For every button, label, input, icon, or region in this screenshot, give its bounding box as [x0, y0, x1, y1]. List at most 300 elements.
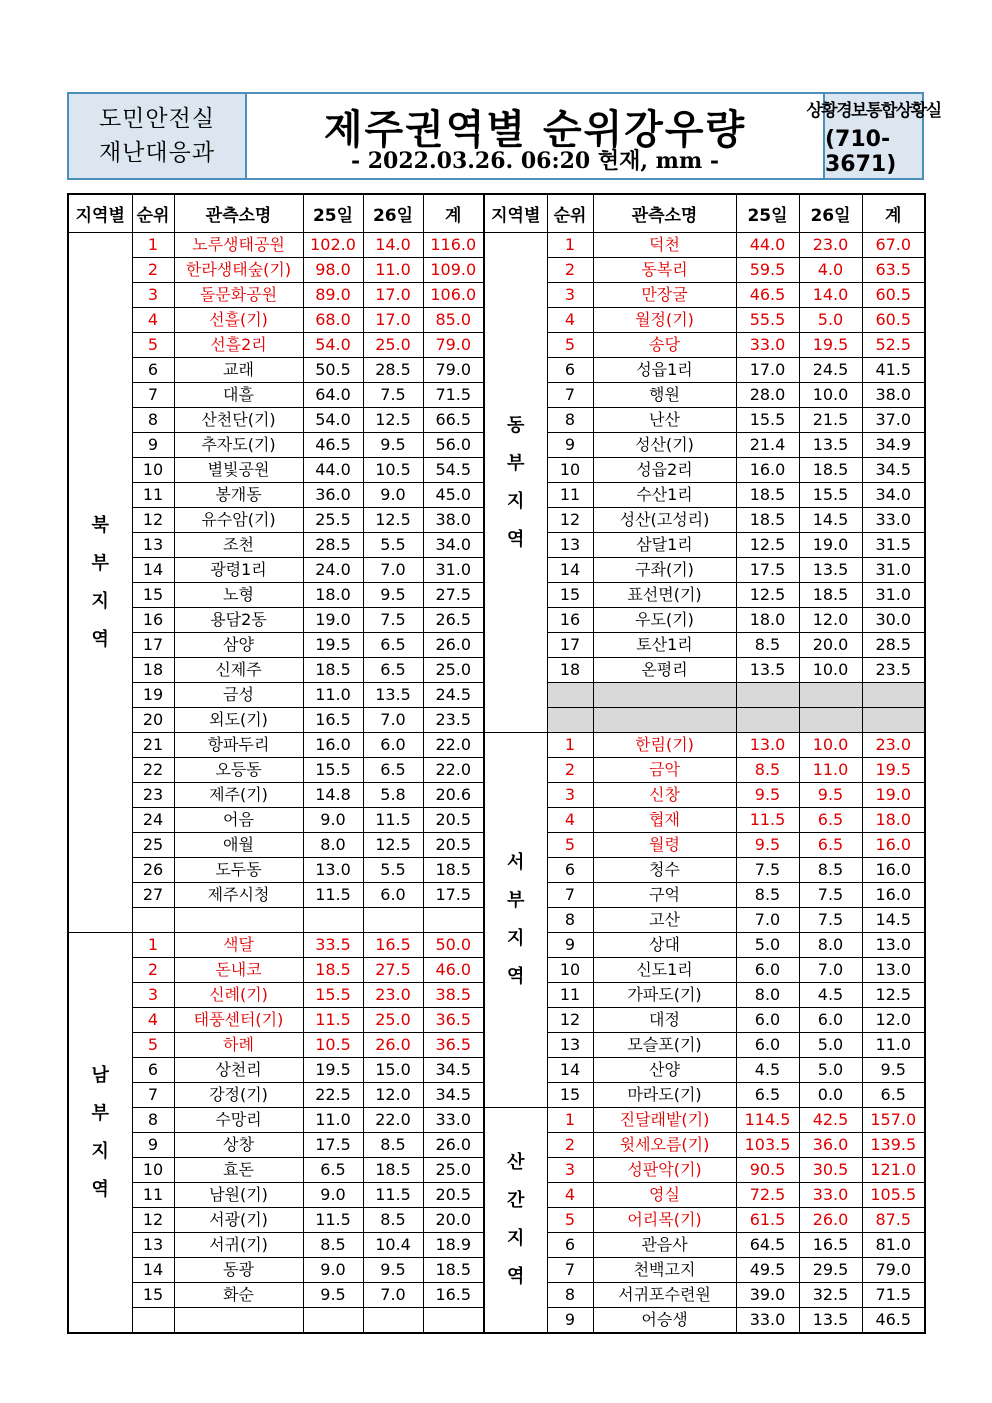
rank-cell: 12 [132, 1208, 174, 1233]
station-cell: 강정(기) [174, 1083, 303, 1108]
total-cell: 31.0 [862, 558, 925, 583]
day26-cell: 13.5 [363, 683, 423, 708]
rank-cell [132, 908, 174, 933]
day25-cell: 33.0 [736, 333, 799, 358]
rank-cell: 14 [547, 558, 593, 583]
report-timestamp: - 2022.03.26. 06:20 현재, mm - [350, 148, 720, 174]
station-cell: 성읍2리 [593, 458, 736, 483]
day25-cell: 8.5 [736, 633, 799, 658]
rank-cell: 5 [547, 833, 593, 858]
day25-cell: 22.5 [303, 1083, 363, 1108]
table-row [484, 658, 925, 683]
day25-cell: 25.5 [303, 508, 363, 533]
day26-cell: 12.5 [363, 833, 423, 858]
rank-cell: 3 [132, 283, 174, 308]
table-row [484, 258, 925, 283]
total-cell: 23.5 [423, 708, 484, 733]
rank-cell: 9 [547, 1308, 593, 1334]
day26-cell: 22.0 [363, 1108, 423, 1133]
station-cell: 상대 [593, 933, 736, 958]
total-cell: 60.5 [862, 308, 925, 333]
col-rank: 순위 [547, 194, 593, 233]
region-label: 북 부 지 역 [68, 233, 132, 933]
day25-cell: 33.0 [736, 1308, 799, 1334]
day25-cell: 7.5 [736, 858, 799, 883]
station-cell: 산천단(기) [174, 408, 303, 433]
station-cell: 신도1리 [593, 958, 736, 983]
station-cell: 대흘 [174, 383, 303, 408]
table-row [484, 883, 925, 908]
col-day26: 26일 [799, 194, 862, 233]
total-cell: 81.0 [862, 1233, 925, 1258]
total-cell: 52.5 [862, 333, 925, 358]
day25-cell: 18.5 [736, 483, 799, 508]
table-row [484, 808, 925, 833]
day26-cell: 13.5 [799, 433, 862, 458]
day25-cell: 44.0 [303, 458, 363, 483]
station-cell: 추자도(기) [174, 433, 303, 458]
total-cell: 27.5 [423, 583, 484, 608]
table-body-right [484, 233, 925, 1334]
day26-cell: 9.5 [363, 583, 423, 608]
table-row [484, 533, 925, 558]
station-cell: 구억 [593, 883, 736, 908]
station-cell: 항파두리 [174, 733, 303, 758]
total-cell: 18.9 [423, 1233, 484, 1258]
table-row [484, 1008, 925, 1033]
rank-cell: 7 [547, 1258, 593, 1283]
total-cell: 16.5 [423, 1283, 484, 1308]
table-row [484, 483, 925, 508]
day26-cell: 15.5 [799, 483, 862, 508]
day26-cell: 7.5 [799, 908, 862, 933]
day25-cell: 14.8 [303, 783, 363, 808]
day26-cell: 12.0 [799, 608, 862, 633]
day26-cell: 11.5 [363, 808, 423, 833]
day26-cell: 25.0 [363, 333, 423, 358]
station-cell [593, 683, 736, 708]
day26-cell: 4.5 [799, 983, 862, 1008]
col-station: 관측소명 [174, 194, 303, 233]
total-cell: 23.0 [862, 733, 925, 758]
rank-cell: 7 [547, 383, 593, 408]
total-cell: 16.0 [862, 833, 925, 858]
day26-cell: 21.5 [799, 408, 862, 433]
table-row [484, 933, 925, 958]
center-phone: (710-3671) [825, 126, 897, 177]
day25-cell: 9.5 [736, 783, 799, 808]
region-label: 산 간 지 역 [484, 1108, 547, 1334]
total-cell: 79.0 [423, 358, 484, 383]
day25-cell: 9.0 [303, 808, 363, 833]
station-cell: 동광 [174, 1258, 303, 1283]
day25-cell: 13.5 [736, 658, 799, 683]
rank-cell: 23 [132, 783, 174, 808]
day25-cell: 36.0 [303, 483, 363, 508]
day25-cell: 16.0 [736, 458, 799, 483]
day26-cell: 7.5 [363, 383, 423, 408]
day26-cell: 6.0 [363, 883, 423, 908]
table-row [484, 758, 925, 783]
station-cell: 애월 [174, 833, 303, 858]
total-cell: 18.0 [862, 808, 925, 833]
total-cell: 38.0 [862, 383, 925, 408]
day26-cell: 5.5 [363, 858, 423, 883]
table-row [484, 233, 925, 258]
day25-cell: 6.0 [736, 1008, 799, 1033]
rank-cell: 19 [132, 683, 174, 708]
total-cell: 46.0 [423, 958, 484, 983]
rank-cell: 7 [132, 383, 174, 408]
day26-cell: 18.5 [799, 458, 862, 483]
rank-cell: 13 [547, 533, 593, 558]
day25-cell: 6.0 [736, 958, 799, 983]
rank-cell: 14 [132, 558, 174, 583]
total-cell [423, 1308, 484, 1334]
total-cell: 36.5 [423, 1008, 484, 1033]
table-row [484, 833, 925, 858]
day26-cell: 13.5 [799, 1308, 862, 1334]
day25-cell: 7.0 [736, 908, 799, 933]
rank-cell: 17 [547, 633, 593, 658]
station-cell: 성산(기) [593, 433, 736, 458]
total-cell: 16.0 [862, 858, 925, 883]
rank-cell: 8 [132, 408, 174, 433]
rank-cell: 25 [132, 833, 174, 858]
rank-cell: 10 [132, 458, 174, 483]
rank-cell: 22 [132, 758, 174, 783]
total-cell: 85.0 [423, 308, 484, 333]
day26-cell: 6.0 [363, 733, 423, 758]
table-row [484, 958, 925, 983]
total-cell: 50.0 [423, 933, 484, 958]
total-cell: 25.0 [423, 1158, 484, 1183]
day26-cell: 23.0 [799, 233, 862, 258]
station-cell: 서귀(기) [174, 1233, 303, 1258]
total-cell: 34.0 [423, 533, 484, 558]
col-total: 계 [423, 194, 484, 233]
station-cell: 난산 [593, 408, 736, 433]
day25-cell [736, 683, 799, 708]
center-name: 상황경보통합상황실 [806, 100, 941, 121]
day26-cell: 8.0 [799, 933, 862, 958]
station-cell: 수망리 [174, 1108, 303, 1133]
total-cell: 12.0 [862, 1008, 925, 1033]
rank-cell: 11 [132, 483, 174, 508]
day26-cell [363, 1308, 423, 1334]
rank-cell: 7 [132, 1083, 174, 1108]
day25-cell: 50.5 [303, 358, 363, 383]
rainfall-table-left [67, 193, 485, 1334]
day25-cell [303, 908, 363, 933]
total-cell: 63.5 [862, 258, 925, 283]
day26-cell: 28.5 [363, 358, 423, 383]
rank-cell: 17 [132, 633, 174, 658]
rank-cell: 9 [547, 933, 593, 958]
total-cell: 19.0 [862, 783, 925, 808]
rank-cell: 11 [547, 483, 593, 508]
day25-cell: 4.5 [736, 1058, 799, 1083]
region-label: 남 부 지 역 [68, 933, 132, 1334]
station-cell: 온평리 [593, 658, 736, 683]
station-cell: 한라생태숲(기) [174, 258, 303, 283]
day26-cell: 7.0 [363, 1283, 423, 1308]
day25-cell: 102.0 [303, 233, 363, 258]
day25-cell: 17.5 [303, 1133, 363, 1158]
station-cell: 상천리 [174, 1058, 303, 1083]
day25-cell: 16.0 [303, 733, 363, 758]
rank-cell: 6 [547, 358, 593, 383]
rank-cell: 2 [547, 258, 593, 283]
day26-cell: 6.5 [799, 833, 862, 858]
table-body-left [68, 233, 484, 1334]
rank-cell: 15 [547, 583, 593, 608]
table-row [484, 283, 925, 308]
station-cell: 윗세오름(기) [593, 1133, 736, 1158]
rank-cell: 5 [132, 333, 174, 358]
day26-cell: 8.5 [363, 1133, 423, 1158]
day26-cell [799, 683, 862, 708]
total-cell: 36.5 [423, 1033, 484, 1058]
day26-cell: 17.0 [363, 308, 423, 333]
day25-cell: 18.5 [736, 508, 799, 533]
total-cell: 20.5 [423, 808, 484, 833]
table-row [484, 783, 925, 808]
department-line-2: 재난대응과 [98, 140, 216, 166]
station-cell: 청수 [593, 858, 736, 883]
table-row [484, 708, 925, 733]
station-cell: 협재 [593, 808, 736, 833]
rank-cell: 5 [132, 1033, 174, 1058]
rank-cell: 12 [132, 508, 174, 533]
day26-cell: 13.5 [799, 558, 862, 583]
total-cell: 9.5 [862, 1058, 925, 1083]
station-cell: 구좌(기) [593, 558, 736, 583]
table-row [484, 458, 925, 483]
total-cell: 26.5 [423, 608, 484, 633]
day25-cell: 9.0 [303, 1258, 363, 1283]
day25-cell: 9.5 [736, 833, 799, 858]
station-cell: 삼달1리 [593, 533, 736, 558]
station-cell: 수산1리 [593, 483, 736, 508]
day25-cell: 17.0 [736, 358, 799, 383]
station-cell: 외도(기) [174, 708, 303, 733]
day25-cell: 11.5 [303, 1208, 363, 1233]
day25-cell: 9.0 [303, 1183, 363, 1208]
day26-cell: 23.0 [363, 983, 423, 1008]
day25-cell: 13.0 [303, 858, 363, 883]
day26-cell: 9.5 [799, 783, 862, 808]
total-cell: 31.5 [862, 533, 925, 558]
rank-cell: 8 [547, 408, 593, 433]
table-row [484, 433, 925, 458]
rank-cell: 14 [547, 1058, 593, 1083]
total-cell: 33.0 [862, 508, 925, 533]
total-cell: 14.5 [862, 908, 925, 933]
station-cell: 어음 [174, 808, 303, 833]
day25-cell: 64.0 [303, 383, 363, 408]
station-cell: 표선면(기) [593, 583, 736, 608]
day25-cell [303, 1308, 363, 1334]
day25-cell: 54.0 [303, 333, 363, 358]
total-cell: 79.0 [862, 1258, 925, 1283]
day26-cell: 14.0 [799, 283, 862, 308]
rank-cell: 18 [132, 658, 174, 683]
day25-cell: 11.5 [303, 1008, 363, 1033]
total-cell: 11.0 [862, 1033, 925, 1058]
table-row [484, 983, 925, 1008]
table-row [68, 233, 484, 258]
total-cell: 38.5 [423, 983, 484, 1008]
region-label: 서 부 지 역 [484, 733, 547, 1108]
table-row [484, 1183, 925, 1208]
rank-cell: 2 [132, 258, 174, 283]
rank-cell: 1 [132, 233, 174, 258]
day25-cell: 10.5 [303, 1033, 363, 1058]
rank-cell: 27 [132, 883, 174, 908]
station-cell: 어승생 [593, 1308, 736, 1334]
day26-cell: 33.0 [799, 1183, 862, 1208]
total-cell: 22.0 [423, 758, 484, 783]
col-day25: 25일 [303, 194, 363, 233]
rank-cell: 15 [132, 1283, 174, 1308]
day26-cell: 10.0 [799, 383, 862, 408]
day25-cell: 13.0 [736, 733, 799, 758]
day26-cell: 10.0 [799, 733, 862, 758]
total-cell [423, 908, 484, 933]
day25-cell: 103.5 [736, 1133, 799, 1158]
table-row [484, 333, 925, 358]
rank-cell: 15 [132, 583, 174, 608]
day26-cell: 17.0 [363, 283, 423, 308]
day26-cell: 11.5 [363, 1183, 423, 1208]
day25-cell: 98.0 [303, 258, 363, 283]
total-cell: 31.0 [423, 558, 484, 583]
day25-cell: 8.0 [303, 833, 363, 858]
day26-cell [363, 908, 423, 933]
station-cell: 제주(기) [174, 783, 303, 808]
day25-cell: 15.5 [303, 758, 363, 783]
day26-cell: 6.5 [363, 758, 423, 783]
day25-cell: 54.0 [303, 408, 363, 433]
day25-cell: 19.5 [303, 633, 363, 658]
station-cell: 성판악(기) [593, 1158, 736, 1183]
day25-cell: 18.5 [303, 658, 363, 683]
rank-cell: 18 [547, 658, 593, 683]
rank-cell: 8 [547, 1283, 593, 1308]
rank-cell: 16 [132, 608, 174, 633]
rank-cell: 5 [547, 333, 593, 358]
table-row [484, 308, 925, 333]
total-cell: 20.0 [423, 1208, 484, 1233]
station-cell: 행원 [593, 383, 736, 408]
total-cell: 13.0 [862, 958, 925, 983]
day26-cell: 0.0 [799, 1083, 862, 1108]
day26-cell: 5.0 [799, 1033, 862, 1058]
station-cell: 상창 [174, 1133, 303, 1158]
table-row [484, 408, 925, 433]
day25-cell: 6.5 [736, 1083, 799, 1108]
total-cell: 56.0 [423, 433, 484, 458]
station-cell: 별빛공원 [174, 458, 303, 483]
day26-cell: 14.5 [799, 508, 862, 533]
station-cell: 화순 [174, 1283, 303, 1308]
total-cell: 87.5 [862, 1208, 925, 1233]
rank-cell: 4 [132, 308, 174, 333]
total-cell: 22.0 [423, 733, 484, 758]
day25-cell: 64.5 [736, 1233, 799, 1258]
day26-cell: 6.5 [363, 658, 423, 683]
total-cell: 46.5 [862, 1308, 925, 1334]
day26-cell: 16.5 [363, 933, 423, 958]
day25-cell: 21.4 [736, 433, 799, 458]
day26-cell: 10.0 [799, 658, 862, 683]
rank-cell: 11 [132, 1183, 174, 1208]
total-cell: 24.5 [423, 683, 484, 708]
station-cell: 봉개동 [174, 483, 303, 508]
day25-cell: 90.5 [736, 1158, 799, 1183]
station-cell: 효돈 [174, 1158, 303, 1183]
total-cell: 121.0 [862, 1158, 925, 1183]
rank-cell: 2 [547, 758, 593, 783]
day25-cell: 44.0 [736, 233, 799, 258]
total-cell: 71.5 [862, 1283, 925, 1308]
day25-cell: 16.5 [303, 708, 363, 733]
total-cell: 18.5 [423, 1258, 484, 1283]
rank-cell: 4 [547, 808, 593, 833]
day25-cell: 39.0 [736, 1283, 799, 1308]
station-cell: 우도(기) [593, 608, 736, 633]
total-cell: 23.5 [862, 658, 925, 683]
station-cell: 돈내코 [174, 958, 303, 983]
station-cell: 제주시청 [174, 883, 303, 908]
rank-cell: 10 [547, 958, 593, 983]
day26-cell: 7.5 [799, 883, 862, 908]
table-row [484, 858, 925, 883]
rank-cell: 6 [132, 358, 174, 383]
station-cell: 유수암(기) [174, 508, 303, 533]
col-region: 지역별 [484, 194, 547, 233]
day26-cell: 19.0 [799, 533, 862, 558]
contact-box [806, 94, 941, 178]
day25-cell: 49.5 [736, 1258, 799, 1283]
station-cell: 하례 [174, 1033, 303, 1058]
station-cell: 오등동 [174, 758, 303, 783]
day25-cell: 11.5 [736, 808, 799, 833]
station-cell: 고산 [593, 908, 736, 933]
station-cell: 서귀포수련원 [593, 1283, 736, 1308]
station-cell: 천백고지 [593, 1258, 736, 1283]
total-cell: 20.5 [423, 833, 484, 858]
station-cell: 영실 [593, 1183, 736, 1208]
day25-cell: 9.5 [303, 1283, 363, 1308]
day25-cell: 18.0 [736, 608, 799, 633]
rank-cell: 13 [132, 533, 174, 558]
table-row [484, 383, 925, 408]
rank-cell: 4 [132, 1008, 174, 1033]
day25-cell: 6.0 [736, 1033, 799, 1058]
day26-cell: 9.5 [363, 433, 423, 458]
day25-cell: 19.0 [303, 608, 363, 633]
station-cell [174, 908, 303, 933]
table-row [484, 1283, 925, 1308]
day25-cell: 72.5 [736, 1183, 799, 1208]
day26-cell: 16.5 [799, 1233, 862, 1258]
rank-cell: 13 [547, 1033, 593, 1058]
day25-cell: 28.0 [736, 383, 799, 408]
day26-cell: 14.0 [363, 233, 423, 258]
station-cell: 신례(기) [174, 983, 303, 1008]
